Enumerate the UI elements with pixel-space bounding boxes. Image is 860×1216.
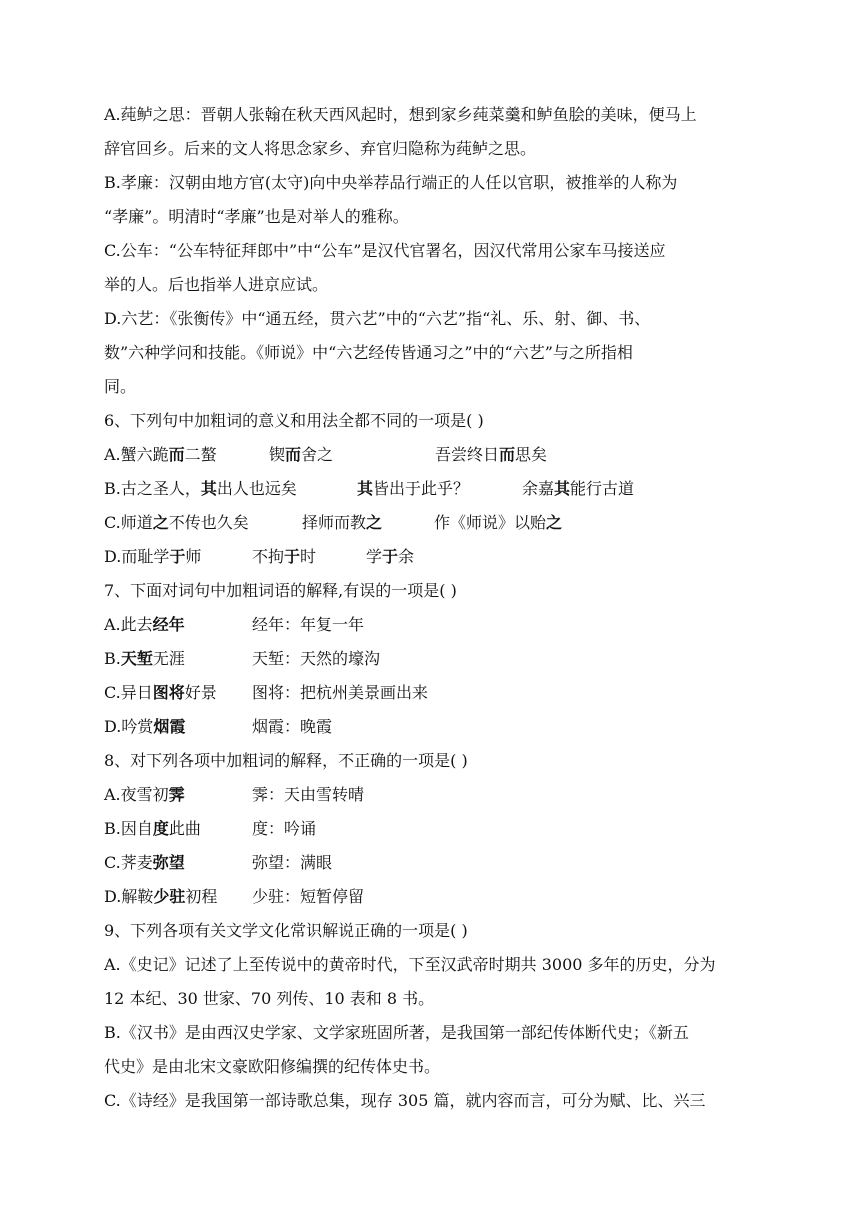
q6-a-phrase-3 bbox=[435, 438, 547, 472]
q7-a-phrase bbox=[104, 608, 252, 642]
q7-b-phrase bbox=[104, 642, 252, 676]
text: 皆出于此乎？ bbox=[373, 479, 470, 498]
text: 不拘 bbox=[252, 547, 285, 566]
q9-option-c-line-1: C.《诗经》是我国第一部诗歌总集，现存 305 篇，就内容而言，可分为赋、比、兴三 bbox=[104, 1091, 706, 1110]
bold-word: 之 bbox=[366, 513, 383, 532]
q8-d-phrase bbox=[104, 880, 252, 914]
option-d-line-1: D.六艺：《张衡传》中“通五经，贯六艺”中的“六艺”指“礼、乐、射、御、书、 bbox=[104, 309, 651, 328]
option-a-line-1: A.莼鲈之思：晋朝人张翰在秋天西风起时，想到家乡莼菜羹和鲈鱼脍的美味，便马上 bbox=[104, 105, 697, 124]
q6-a-phrase-2 bbox=[269, 438, 435, 472]
q6-d-phrase-2 bbox=[252, 540, 366, 574]
q8-option-b bbox=[104, 812, 764, 846]
text: 此曲 bbox=[168, 819, 201, 838]
q7-option-a bbox=[104, 608, 764, 642]
text: 吾尝终日 bbox=[435, 445, 500, 464]
bold-word: 之 bbox=[546, 513, 563, 532]
q9-option-a-line-1: A.《史记》记述了上至传说中的黄帝时代，下至汉武帝时期共 3000 多年的历史，分为 bbox=[104, 955, 716, 974]
bold-word: 而 bbox=[168, 445, 185, 464]
bold-word: 天堑 bbox=[120, 649, 153, 668]
bold-word: 于 bbox=[284, 547, 301, 566]
option-c-line-2: 举的人。后也指举人进京应试。 bbox=[104, 275, 329, 294]
q6-c-phrase-2 bbox=[302, 506, 434, 540]
text: 锲 bbox=[269, 445, 286, 464]
bold-word: 而 bbox=[499, 445, 516, 464]
question-7-stem: 7、下面对词句中加粗词语的解释,有误的一项是( ) bbox=[104, 581, 457, 600]
text: 初程 bbox=[185, 887, 218, 906]
q8-a-phrase bbox=[104, 778, 252, 812]
q6-c-phrase-1 bbox=[104, 506, 302, 540]
text: C.荠麦 bbox=[104, 853, 153, 872]
text: D.解鞍 bbox=[104, 887, 154, 906]
q8-d-explanation: 少驻：短暂停留 bbox=[252, 887, 365, 906]
bold-word: 弥望 bbox=[152, 853, 185, 872]
text: C.师道 bbox=[104, 513, 153, 532]
option-a-line-2: 辞官回乡。后来的文人将思念家乡、弃官归隐称为莼鲈之思。 bbox=[104, 139, 537, 158]
q6-c-phrase-3 bbox=[434, 506, 562, 540]
bold-word: 经年 bbox=[152, 615, 185, 634]
q8-option-a bbox=[104, 778, 764, 812]
bold-word: 于 bbox=[382, 547, 399, 566]
bold-word: 之 bbox=[152, 513, 169, 532]
bold-word: 度 bbox=[152, 819, 169, 838]
q7-option-d bbox=[104, 710, 764, 744]
text: 好景 bbox=[184, 683, 217, 702]
text: B. bbox=[104, 649, 121, 668]
text: 出人也远矣 bbox=[216, 479, 297, 498]
option-b-line-1: B.孝廉：汉朝由地方官(太守)向中央举荐品行端正的人任以官职，被推举的人称为 bbox=[104, 173, 678, 192]
text: A.夜雪初 bbox=[104, 785, 169, 804]
q6-d-phrase-1 bbox=[104, 540, 252, 574]
q8-b-phrase bbox=[104, 812, 252, 846]
option-d-line-2: 数”六种学问和技能。《师说》中“六艺经传皆通习之”中的“六艺”与之所指相 bbox=[104, 343, 633, 362]
q8-option-d bbox=[104, 880, 764, 914]
bold-word: 于 bbox=[169, 547, 186, 566]
question-8-stem: 8、对下列各项中加粗词的解释，不正确的一项是( ) bbox=[104, 751, 468, 770]
q7-c-explanation: 图将：把杭州美景画出来 bbox=[252, 683, 429, 702]
q7-a-explanation: 经年：年复一年 bbox=[252, 615, 365, 634]
text: 无涯 bbox=[152, 649, 185, 668]
q6-b-phrase-2 bbox=[357, 472, 522, 506]
q8-a-explanation: 霁：天由雪转晴 bbox=[252, 785, 365, 804]
text: 择师而教 bbox=[302, 513, 367, 532]
bold-word: 而 bbox=[285, 445, 302, 464]
bold-word: 其 bbox=[200, 479, 217, 498]
text: 思矣 bbox=[515, 445, 548, 464]
bold-word: 其 bbox=[554, 479, 571, 498]
q6-option-a bbox=[104, 438, 764, 472]
text: A.此去 bbox=[104, 615, 153, 634]
text: 师 bbox=[185, 547, 202, 566]
q9-option-b-line-1: B.《汉书》是由西汉史学家、文学家班固所著，是我国第一部纪传体断代史；《新五 bbox=[104, 1023, 689, 1042]
bold-word: 烟霞 bbox=[153, 717, 186, 736]
bold-word: 图将 bbox=[152, 683, 185, 702]
text: A.蟹六跪 bbox=[104, 445, 169, 464]
option-d-line-3: 同。 bbox=[104, 377, 137, 396]
text: 作《师说》以贻 bbox=[434, 513, 547, 532]
text: 时 bbox=[300, 547, 317, 566]
q6-b-phrase-1 bbox=[104, 472, 357, 506]
text: 余嘉 bbox=[522, 479, 555, 498]
q6-b-phrase-3 bbox=[522, 472, 634, 506]
q9-option-b-line-2: 代史》是由北宋文豪欧阳修编撰的纪传体史书。 bbox=[104, 1057, 441, 1076]
q6-option-c bbox=[104, 506, 764, 540]
text: 余 bbox=[398, 547, 415, 566]
q7-d-phrase bbox=[104, 710, 252, 744]
q8-c-phrase bbox=[104, 846, 252, 880]
text: B.古之圣人， bbox=[104, 479, 201, 498]
text: D.而耻学 bbox=[104, 547, 170, 566]
q7-c-phrase bbox=[104, 676, 252, 710]
q9-option-a-line-2: 12 本纪、30 世家、70 列传、10 表和 8 书。 bbox=[104, 989, 435, 1008]
text: 能行古道 bbox=[570, 479, 635, 498]
q7-b-explanation: 天堑：天然的壕沟 bbox=[252, 649, 381, 668]
text: B.因自 bbox=[104, 819, 153, 838]
text: 学 bbox=[366, 547, 383, 566]
q6-option-b bbox=[104, 472, 764, 506]
text: 舍之 bbox=[301, 445, 334, 464]
option-c-line-1: C.公车：“公车特征拜郎中”中“公车”是汉代官署名，因汉代常用公家车马接送应 bbox=[104, 241, 666, 260]
text: D.吟赏 bbox=[104, 717, 154, 736]
q8-option-c bbox=[104, 846, 764, 880]
q7-option-c bbox=[104, 676, 764, 710]
q8-c-explanation: 弥望：满眼 bbox=[252, 853, 333, 872]
q6-d-phrase-3 bbox=[366, 540, 414, 574]
question-9-stem: 9、下列各项有关文学文化常识解说正确的一项是( ) bbox=[104, 921, 468, 940]
q7-option-b bbox=[104, 642, 764, 676]
q6-option-d bbox=[104, 540, 764, 574]
bold-word: 其 bbox=[357, 479, 374, 498]
text: 不传也久矣 bbox=[168, 513, 249, 532]
question-6-stem: 6、下列句中加粗词的意义和用法全都不同的一项是( ) bbox=[104, 411, 484, 430]
q8-b-explanation: 度：吟诵 bbox=[252, 819, 317, 838]
option-b-line-2: “孝廉”。明清时“孝廉”也是对举人的雅称。 bbox=[104, 207, 409, 226]
q6-a-phrase-1 bbox=[104, 438, 269, 472]
text: 二螯 bbox=[184, 445, 217, 464]
text: C.异日 bbox=[104, 683, 153, 702]
bold-word: 霁 bbox=[168, 785, 185, 804]
bold-word: 少驻 bbox=[153, 887, 186, 906]
document-page bbox=[104, 98, 764, 1118]
q7-d-explanation: 烟霞：晚霞 bbox=[252, 717, 333, 736]
